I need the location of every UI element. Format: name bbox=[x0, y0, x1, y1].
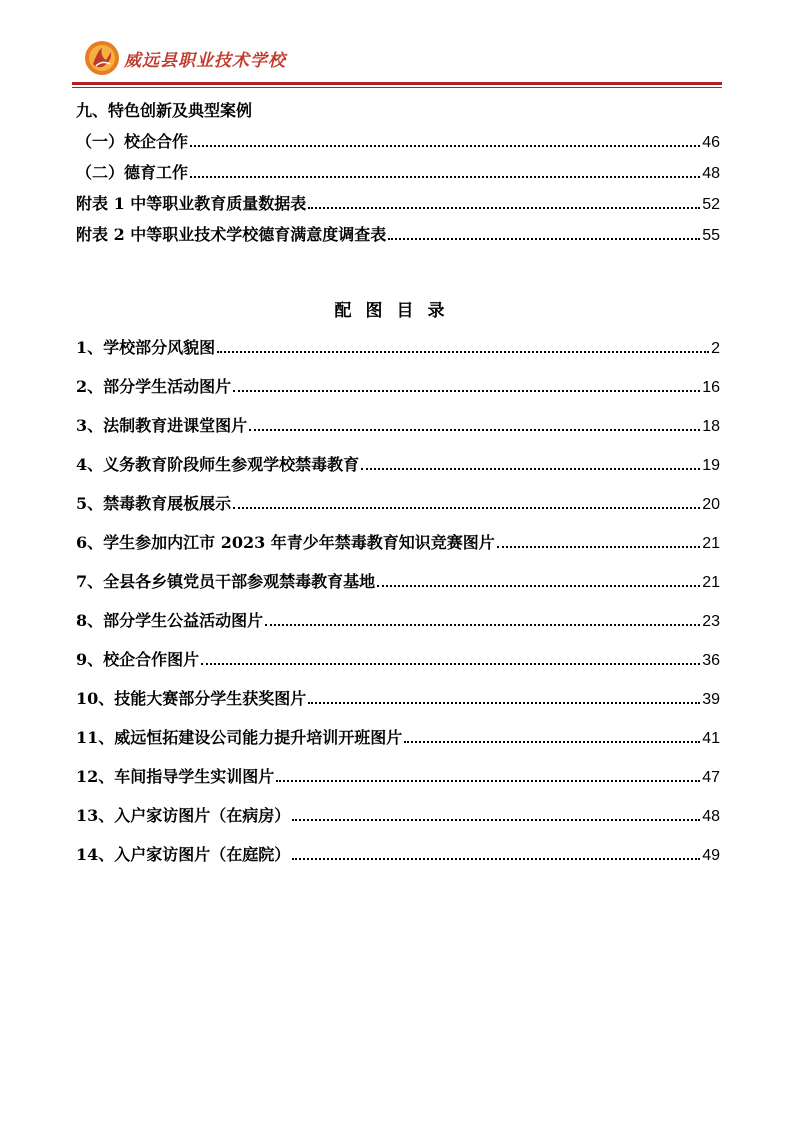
dot-leader bbox=[292, 858, 700, 860]
toc-entry[interactable] bbox=[76, 724, 720, 748]
toc-entry-page: 39 bbox=[702, 691, 720, 708]
dot-leader bbox=[190, 176, 700, 178]
toc-entry-page: 36 bbox=[702, 652, 720, 669]
dot-leader bbox=[308, 207, 700, 209]
toc-entry-title: 附表 2 中等职业技术学校德育满意度调查表 bbox=[76, 225, 387, 244]
dot-leader bbox=[308, 702, 700, 704]
toc-entry-title: 5、禁毒教育展板展示 bbox=[76, 494, 232, 513]
dot-leader bbox=[404, 741, 700, 743]
dot-leader bbox=[292, 819, 700, 821]
toc-entry-page: 48 bbox=[702, 165, 720, 182]
toc-entry-page: 21 bbox=[702, 535, 720, 552]
toc-entry-title: 10、技能大赛部分学生获奖图片 bbox=[76, 689, 307, 708]
toc-entry-page: 49 bbox=[702, 847, 720, 864]
toc-entry-title: 7、全县各乡镇党员干部参观禁毒教育基地 bbox=[76, 572, 376, 591]
toc-entry[interactable] bbox=[76, 841, 720, 865]
dot-leader bbox=[265, 624, 700, 626]
section-heading: 九、特色创新及典型案例 bbox=[76, 101, 253, 120]
toc-entry[interactable] bbox=[76, 451, 720, 475]
dot-leader bbox=[361, 468, 700, 470]
toc-entry[interactable] bbox=[76, 529, 720, 553]
toc-entry-page: 2 bbox=[711, 340, 720, 357]
toc-entry-title: （二）德育工作 bbox=[76, 163, 189, 182]
toc-entry-page: 41 bbox=[702, 730, 720, 747]
toc-entry-title: 14、入户家访图片（在庭院） bbox=[76, 845, 291, 864]
toc-entry[interactable] bbox=[76, 763, 720, 787]
toc-entry-title: 9、校企合作图片 bbox=[76, 650, 200, 669]
toc-entry-title: 2、部分学生活动图片 bbox=[76, 377, 232, 396]
page-header bbox=[72, 36, 722, 86]
header-rule-thin bbox=[72, 87, 722, 88]
toc-entry[interactable] bbox=[76, 646, 720, 670]
toc-entry[interactable] bbox=[76, 334, 720, 358]
dot-leader bbox=[276, 780, 700, 782]
toc-entry-page: 55 bbox=[702, 227, 720, 244]
toc-entry[interactable] bbox=[76, 685, 720, 709]
toc-entry-page: 18 bbox=[702, 418, 720, 435]
toc-entry[interactable] bbox=[76, 412, 720, 436]
toc-entry[interactable] bbox=[76, 607, 720, 631]
toc-entry-page: 20 bbox=[702, 496, 720, 513]
toc-entry-title: 附表 1 中等职业教育质量数据表 bbox=[76, 194, 307, 213]
dot-leader bbox=[497, 546, 700, 548]
dot-leader bbox=[233, 390, 700, 392]
dot-leader bbox=[190, 145, 700, 147]
toc-entry-title: 11、威远恒拓建设公司能力提升培训开班图片 bbox=[76, 728, 403, 747]
toc-entry-page: 16 bbox=[702, 379, 720, 396]
school-logo-icon bbox=[84, 40, 120, 76]
toc-entry-title: 3、法制教育进课堂图片 bbox=[76, 416, 248, 435]
toc-entry-page: 23 bbox=[702, 613, 720, 630]
toc-entry[interactable] bbox=[76, 190, 720, 214]
toc-entry-page: 48 bbox=[702, 808, 720, 825]
toc-entry-title: 12、车间指导学生实训图片 bbox=[76, 767, 275, 786]
toc-entry[interactable] bbox=[76, 568, 720, 592]
header-rule bbox=[72, 82, 722, 85]
toc-entry-page: 52 bbox=[702, 196, 720, 213]
toc-entry[interactable] bbox=[76, 128, 720, 152]
toc-entry-title: 6、学生参加内江市 2023 年青少年禁毒教育知识竞赛图片 bbox=[76, 533, 495, 552]
dot-leader bbox=[217, 351, 709, 353]
school-name: 威远县职业技术学校 bbox=[124, 51, 286, 71]
toc-entry-title: 13、入户家访图片（在病房） bbox=[76, 806, 291, 825]
toc-entry-title: 1、学校部分风貌图 bbox=[76, 338, 216, 357]
toc-entry[interactable] bbox=[76, 802, 720, 826]
toc-entry-page: 46 bbox=[702, 134, 720, 151]
toc-entry-page: 19 bbox=[702, 457, 720, 474]
toc-entry-page: 47 bbox=[702, 769, 720, 786]
dot-leader bbox=[377, 585, 700, 587]
toc-entry[interactable] bbox=[76, 221, 720, 245]
toc-entry[interactable] bbox=[76, 159, 720, 183]
dot-leader bbox=[249, 429, 700, 431]
dot-leader bbox=[201, 663, 700, 665]
figures-title: 配图目录 bbox=[334, 301, 459, 321]
dot-leader bbox=[233, 507, 700, 509]
toc-entry-page: 21 bbox=[702, 574, 720, 591]
toc-entry-title: 8、部分学生公益活动图片 bbox=[76, 611, 264, 630]
toc-entry[interactable] bbox=[76, 373, 720, 397]
toc-entry-title: 4、义务教育阶段师生参观学校禁毒教育 bbox=[76, 455, 360, 474]
dot-leader bbox=[388, 238, 700, 240]
toc-entry-title: （一）校企合作 bbox=[76, 132, 189, 151]
toc-entry[interactable] bbox=[76, 490, 720, 514]
